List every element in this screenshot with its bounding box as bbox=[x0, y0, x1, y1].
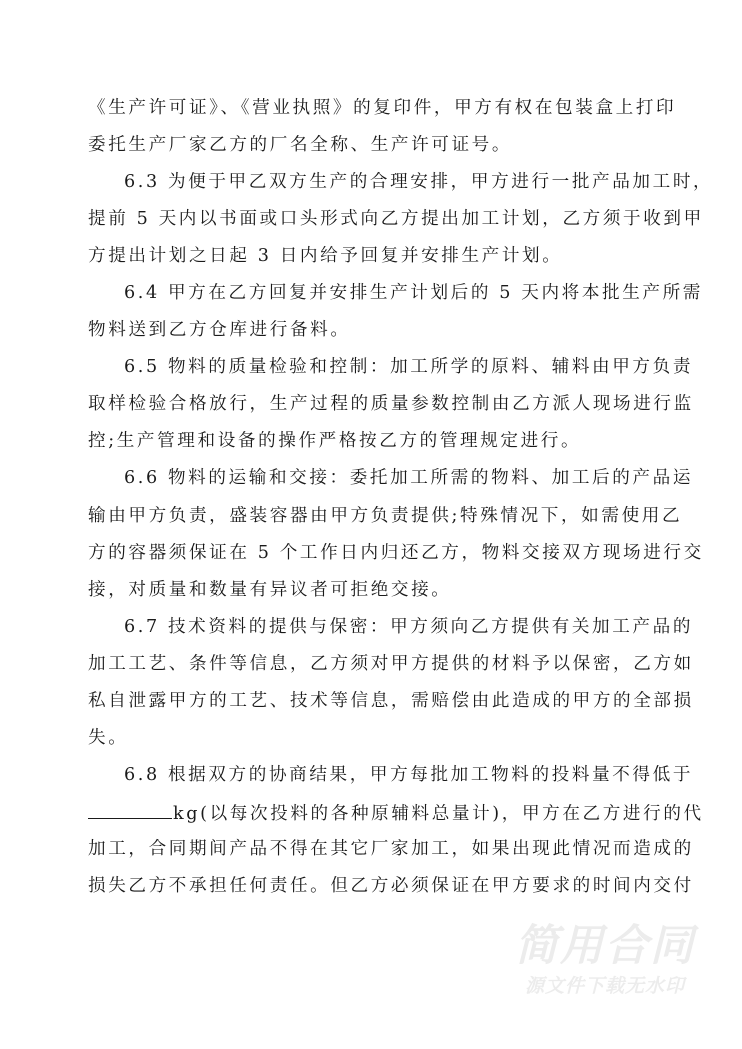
clause-6-7-line-1: 6.7 技术资料的提供与保密：甲方须向乙方提供有关加工产品的 bbox=[124, 616, 694, 637]
clause-6-3-line-2: 提前 5 天内以书面或口头形式向乙方提出加工计划，乙方须于收到甲 bbox=[88, 209, 704, 230]
clause-6-5-line-2: 取样检验合格放行，生产过程的质量参数控制由乙方派人现场进行监 bbox=[88, 394, 694, 415]
clause-6-5-line-1: 6.5 物料的质量检验和控制：加工所学的原料、辅料由甲方负责 bbox=[124, 357, 694, 378]
clause-6-6-line-1: 6.6 物料的运输和交接：委托加工所需的物料、加工后的产品运 bbox=[124, 468, 694, 489]
clause-6-6-line-2: 输由甲方负责，盛装容器由甲方负责提供;特殊情况下，如需使用乙 bbox=[88, 505, 683, 526]
clause-6-6-line-3: 方的容器须保证在 5 个工作日内归还乙方，物料交接双方现场进行交 bbox=[88, 542, 704, 563]
watermark bbox=[505, 923, 705, 999]
clause-6-8-line-1: 6.8 根据双方的协商结果，甲方每批加工物料的投料量不得低于 bbox=[124, 764, 694, 785]
clause-6-6-line-4: 接，对质量和数量有异议者可拒绝交接。 bbox=[88, 579, 452, 600]
clause-6-8-line-4: 损失乙方不承担任何责任。但乙方必须保证在甲方要求的时间内交付 bbox=[88, 875, 694, 896]
clause-6-5-line-3: 控;生产管理和设备的操作严格按乙方的管理规定进行。 bbox=[88, 431, 582, 452]
text-line-1: 《生产许可证》、《营业执照》的复印件，甲方有权在包装盒上打印 bbox=[88, 98, 677, 118]
clause-6-7-line-3: 私自泄露甲方的工艺、技术等信息，需赔偿由此造成的甲方的全部损 bbox=[88, 690, 694, 711]
watermark-title: 简用合同 bbox=[515, 921, 695, 971]
text-line-2: 委托生产厂家乙方的厂名全称、生产许可证号。 bbox=[88, 135, 513, 156]
clause-6-7-line-4: 失。 bbox=[88, 727, 129, 748]
fill-in-blank[interactable] bbox=[88, 798, 172, 819]
clause-6-8-line-2-text: kg(以每次投料的各种原辅料总量计)，甲方在乙方进行的代 bbox=[173, 803, 704, 824]
clause-6-4-line-2: 物料送到乙方仓库进行备料。 bbox=[88, 320, 351, 341]
clause-6-7-line-2: 加工工艺、条件等信息，乙方须对甲方提供的材料予以保密，乙方如 bbox=[88, 653, 694, 674]
clause-6-3-line-1: 6.3 为便于甲乙双方生产的合理安排，甲方进行一批产品加工时， bbox=[124, 172, 714, 193]
clause-6-8-line-3: 加工，合同期间产品不得在其它厂家加工，如果出现此情况而造成的 bbox=[88, 838, 694, 859]
clause-6-3-line-3: 方提出计划之日起 3 日内给予回复并安排生产计划。 bbox=[88, 246, 563, 267]
contract-body bbox=[88, 94, 714, 909]
watermark-subtitle: 源文件下载无水印 bbox=[524, 975, 685, 997]
clause-6-8-line-2 bbox=[88, 798, 704, 835]
clause-6-4-line-1: 6.4 甲方在乙方回复并安排生产计划后的 5 天内将本批生产所需 bbox=[124, 283, 703, 304]
